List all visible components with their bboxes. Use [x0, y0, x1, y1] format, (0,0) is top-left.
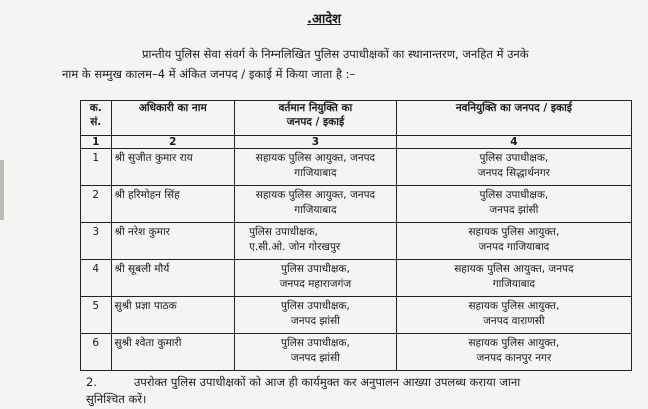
current-posting-line2: ए.सी.ओ. जोन गोरखपुर — [249, 241, 341, 253]
current-posting-line1: पुलिस उपाधीक्षक, — [281, 263, 350, 275]
current-posting-line2: जनपद महाराजगंज — [279, 278, 352, 290]
new-posting-line1: सहायक पुलिस आयुक्त, जनपद — [454, 263, 574, 275]
header-officer-name: अधिकारी का नाम — [111, 101, 235, 136]
intro-line-2: नाम के सम्मुख कालम–4 में अंकित जनपद / इकाई में किया जाता है :– — [62, 67, 356, 81]
footer-line-2: सुनिश्चित करें। — [86, 392, 147, 406]
row-serial: 4 — [81, 260, 112, 297]
column-number: 2 — [111, 136, 235, 149]
current-posting-line2: गाजियाबाद — [294, 204, 337, 216]
current-posting-line1: सहायक पुलिस आयुक्त, जनपद — [255, 189, 376, 201]
table-row — [81, 260, 632, 297]
intro-paragraph — [62, 44, 628, 84]
header-serial-line1: क. — [89, 102, 102, 114]
header-serial — [81, 101, 112, 136]
officer-name: श्री सूबली मौर्य — [111, 260, 235, 297]
current-posting — [235, 149, 397, 186]
row-serial: 1 — [81, 149, 112, 186]
new-posting — [396, 223, 631, 260]
row-serial: 6 — [81, 334, 112, 371]
new-posting-line1: सहायक पुलिस आयुक्त, — [468, 226, 560, 238]
current-posting-line1: पुलिस उपाधीक्षक, — [281, 300, 350, 312]
transfer-table — [80, 100, 632, 371]
header-current-line1: वर्तमान नियुक्ति का — [278, 102, 353, 114]
scan-edge-mark — [0, 160, 4, 220]
new-posting — [396, 149, 631, 186]
row-serial: 3 — [81, 223, 112, 260]
table-header-row — [81, 101, 632, 136]
current-posting — [235, 334, 397, 371]
paragraph-number: 2. — [86, 375, 97, 389]
new-posting-line1: सहायक पुलिस आयुक्त, — [468, 300, 560, 312]
column-number: 3 — [235, 136, 397, 149]
officer-name: श्री सुजीत कुमार राय — [111, 149, 235, 186]
new-posting-line2: जनपद गाजियाबाद — [478, 241, 550, 253]
current-posting — [235, 186, 397, 223]
header-current-line2: जनपद / इकाई — [286, 116, 345, 128]
header-serial-line2: सं. — [90, 116, 102, 128]
document-title: .आदेश — [307, 12, 341, 27]
current-posting-line1: पुलिस उपाधीक्षक, — [281, 337, 350, 349]
new-posting — [396, 260, 631, 297]
footer-paragraph — [62, 374, 628, 408]
header-current-posting — [235, 101, 397, 136]
current-posting-line2: जनपद झांसी — [290, 315, 340, 327]
officer-name: श्री नरेश कुमार — [111, 223, 235, 260]
new-posting-line1: सहायक पुलिस आयुक्त, — [468, 337, 560, 349]
table-row — [81, 297, 632, 334]
new-posting-line2: जनपद कानपुर नगर — [476, 352, 552, 364]
header-new-posting: नवनियुक्ति का जनपद / इकाई — [396, 101, 631, 136]
current-posting-line2: जनपद झांसी — [290, 352, 340, 364]
new-posting-line1: पुलिस उपाधीक्षक, — [479, 152, 549, 164]
current-posting — [235, 297, 397, 334]
table-row — [81, 223, 632, 260]
intro-line-1: प्रान्तीय पुलिस सेवा संवर्ग के निम्नलिखित पुलिस उपाधीक्षकों का स्थानान्तरण, जनहित में उनके — [142, 47, 529, 61]
row-serial: 5 — [81, 297, 112, 334]
new-posting — [396, 297, 631, 334]
footer-line-1: उपरोक्त पुलिस उपाधीक्षकों को आज ही कार्यमुक्त कर अनुपालन आख्या उपलब्ध कराया जाना — [134, 375, 521, 389]
new-posting-line2: जनपद सिद्धार्थनगर — [477, 167, 550, 179]
current-posting — [235, 223, 397, 260]
row-serial: 2 — [81, 186, 112, 223]
column-number: 1 — [81, 136, 112, 149]
new-posting-line2: जनपद झांसी — [489, 204, 539, 216]
current-posting-line2: गाजियाबाद — [294, 167, 337, 179]
column-number-row — [81, 136, 632, 149]
new-posting — [396, 334, 631, 371]
current-posting-line1: सहायक पुलिस आयुक्त, जनपद — [255, 152, 376, 164]
current-posting-line1: पुलिस उपाधीक्षक, — [249, 226, 318, 238]
new-posting — [396, 186, 631, 223]
new-posting-line2: गाजियाबाद — [492, 278, 536, 290]
table-row — [81, 334, 632, 371]
new-posting-line1: पुलिस उपाधीक्षक, — [479, 189, 549, 201]
officer-name: सुश्री प्रज्ञा पाठक — [111, 297, 235, 334]
officer-name: श्री हरिमोहन सिंह — [111, 186, 235, 223]
column-number: 4 — [396, 136, 631, 149]
current-posting — [235, 260, 397, 297]
officer-name: सुश्री श्वेता कुमारी — [111, 334, 235, 371]
table-row — [81, 186, 632, 223]
table-row — [81, 149, 632, 186]
new-posting-line2: जनपद वाराणसी — [483, 315, 545, 327]
